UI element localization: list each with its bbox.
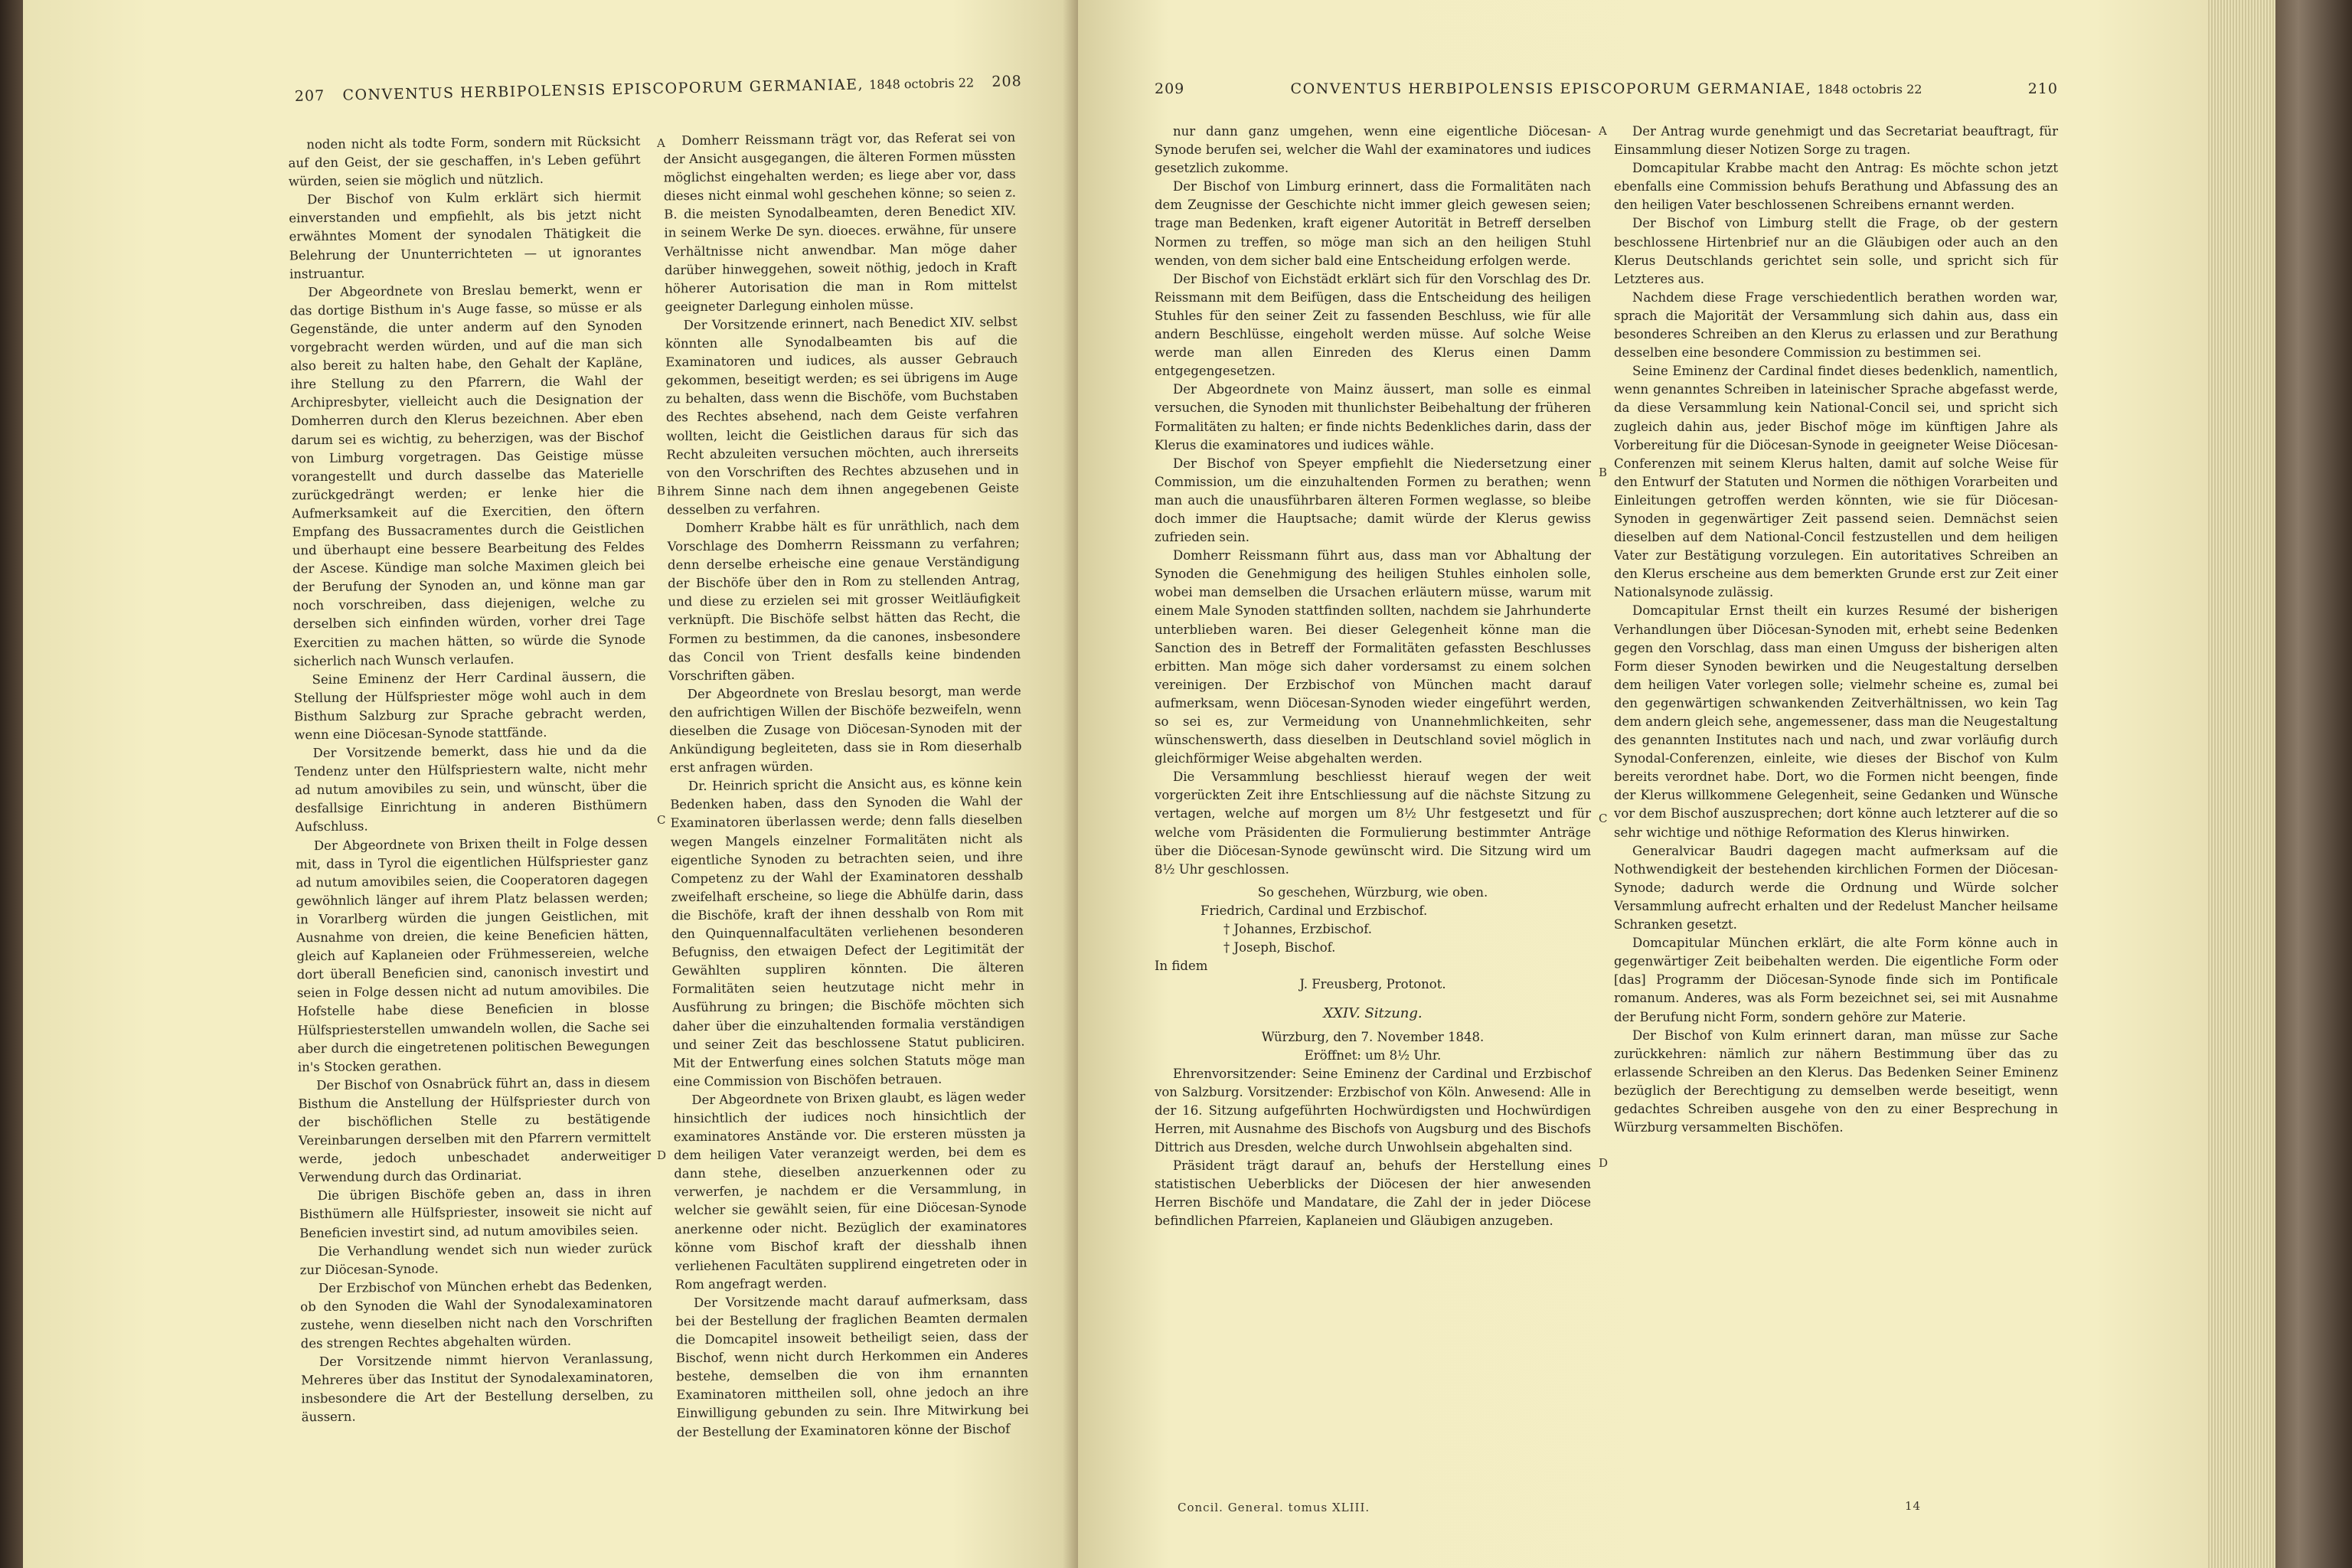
margin-marker-b: B xyxy=(1599,466,1608,479)
paragraph: Der Bischof von Limburg erinnert, dass die Formalitäten nach dem Zeugnisse der Geschichte nicht immer gleich gewesen seien; trage man Bedenken, kraft eigener Autorität in Betreff derselben Normen zu treffen, so möge man sich an den heiligen Stuhl wenden, von dem sicher bald eine Entscheidung erfolgen werde. xyxy=(1155,179,1591,268)
paragraph: Der Bischof von Limburg stellt die Frage, ob der gestern beschlossene Hirtenbrief nur an die Gläubigen oder auch an den Klerus Deutschlands gerichtet sein solle, und spricht sich für Letzteres aus. xyxy=(1614,216,2058,286)
paragraph: Der Bischof von Osnabrück führt an, dass in diesem Bisthum die Anstellung der Hülfspriester durch von der bischöflichen Stelle zu bestätigende Vereinbarungen derselben mit den Pfarrern vermittelt werde, jedoch unbeschadet anderweitiger Verwendung durch das Ordinariat. xyxy=(298,1074,652,1185)
margin-marker-c: C xyxy=(657,813,666,827)
signature-number: 14 xyxy=(1905,1499,1922,1513)
paragraph: Domherr Krabbe hält es für unräthlich, nach dem Vorschlage des Domherrn Reissmann zu verfahren; denn derselbe erheische eine genaue Verständigung der Bischöfe über den in Rom zu stellenden Antrag, und diese zu erzielen sei mit grosser Weitläufigkeit verknüpft. Die Bischöfe selbst hätten das Recht, die Formen zu bestimmen, da die canones, insbesondere das Concil von Trient desfalls keine bindenden Vorschriften gäben. xyxy=(667,517,1021,684)
volume-footer: Concil. General. tomus XLIII. xyxy=(1178,1501,1370,1514)
paragraph: Domcapitular Krabbe macht den Antrag: Es möchte schon jetzt ebenfalls eine Commission behufs Berathung und Abfassung des an den heiligen Vater beschlossenen Schreibens ernannt werden. xyxy=(1614,161,2058,213)
right-page-column-a xyxy=(1155,122,1591,1231)
paragraph: Der Bischof von Kulm erklärt sich hiermit einverstanden und empfiehlt, als bis jetzt nicht erwähntes Moment der synodalen Thätigkeit die Belehrung der Ununterrichteten — ut ignorantes instruantur. xyxy=(289,188,642,282)
section-place-date: Würzburg, den 7. November 1848. xyxy=(1261,1029,1485,1044)
paragraph: Der Abgeordnete von Breslau bemerkt, wenn er das dortige Bisthum in's Auge fasse, so müsse er als Gegenstände, die unter anderm auf den Synoden vorgebracht werden würden, und auf die man sich also bereit zu halten habe, den Gehalt der Kapläne, ihre Stellung zu den Pfarrern, die Wahl der Archipresbyter, vielleicht auch die Designation der Domherren durch den Klerus bezeichnen. Aber eben darum sei es wichtig, zu beherzigen, was der Bischof von Limburg vorgetragen. Das Geistige müsse vorangestellt und durch dasselbe das Materielle zurückgedrängt werden; er lenke hier die Aufmerksamkeit auf die Exercitien, den öftern Empfang des Bussacramentes durch die Geistlichen und überhaupt eine bessere Bearbeitung des Feldes der Ascese. Kündige man solche Maximen gleich bei der Berufung der Synoden an, und könne man gar noch vorschreiben, dass diejenigen, welche zu derselben sich einfinden würden, vorher drei Tage Exercitien zu machen hätten, so würde die Synode sicherlich nach Wunsch verlaufen. xyxy=(289,281,646,669)
signoff-line: So geschehen, Würzburg, wie oben. xyxy=(1257,884,1488,900)
right-page xyxy=(1078,0,2207,1568)
left-page-column-a xyxy=(288,132,654,1427)
paragraph: Der Abgeordnete von Breslau besorgt, man werde den aufrichtigen Willen der Bischöfe bezweifeln, wenn dieselben die Zusage von Diöcesan-Synoden mit der Ankündigung begleiteten, dass sie in Rom dieserhalb erst anfragen würden. xyxy=(668,683,1022,776)
running-date: 1848 octobris 22 xyxy=(868,75,975,93)
paragraph: Domcapitular Ernst theilt ein kurzes Resumé der bisherigen Verhandlungen über Diöcesan-Synoden mit, erhebt seine Bedenken gegen den Vorschlag, dass man einen Umguss der bisherigen alten Form dieser Synoden bewirken und die Neugestaltung derselben dem heiligen Vater vorlegen solle; vielmehr scheine es, zumal bei den gegenwärtigen schwankenden Zeitverhältnissen, wo kein Tag dem andern gleich sehe, angemessener, dass man die Neugestaltung des genannten Institutes nach und nach, und zwar vorläufig durch Synodal-Conferenzen, einleite, wie dieses der Bischof von Kulm bereits verordnet habe. Dort, wo die Formen nicht beengen, finde der Klerus willkommene Gelegenheit, seine Gedanken und Wünsche vor dem Bischof auszusprechen; dort könne auch letzterer auf die so sehr wichtige und nöthige Reformation des Klerus hinwirken. xyxy=(1614,603,2058,840)
left-page-header xyxy=(295,73,1023,119)
paragraph: Der Bischof von Speyer empfiehlt die Niedersetzung einer Commission, um die einzuhaltenden Formen zu berathen; wenn man auch die unausführbaren älteren Formen weglasse, so bleibe doch immer die Hauptsache; damit würde der Klerus gewiss zufrieden sein. xyxy=(1155,456,1591,545)
page-number-208: 208 xyxy=(991,73,1022,90)
right-page-header xyxy=(1155,80,2058,111)
paragraph: noden nicht als todte Form, sondern mit Rücksicht auf den Geist, der sie geschaffen, in's Leben geführt würden, seien sie möglich und nützlich. xyxy=(288,133,641,189)
margin-marker-a: A xyxy=(1599,124,1607,138)
paragraph: Der Abgeordnete von Brixen theilt in Folge dessen mit, dass in Tyrol die eigentlichen Hülfspriester ganz ad nutum amovibiles seien, die Cooperatoren dagegen gewöhnlich länger auf ihrem Platz belassen werden; in Vorarlberg würden die jungen Geistlichen, mit Ausnahme von dreien, die keine Beneficien hätten, gleich auf Kaplaneien oder Frühmessereien, welche dort überall Beneficien sind, canonisch investirt und seien in Folge dessen nicht ad nutum amovibiles. Die Hofstelle habe diese Beneficien in blosse Hülfspriesterstellen umwandeln wollen, die Sache sei aber durch die eingetretenen politischen Bewegungen in's Stocken gerathen. xyxy=(296,835,650,1075)
paragraph: Domherr Reissmann führt aus, dass man vor Abhaltung der Synoden die Genehmigung des heiligen Stuhles einholen solle, wobei man demselben die Ursachen erläutern müsse, warum mit einem Male Synoden stattfinden sollten, nachdem sie Jahrhunderte unterblieben waren. Bei dieser Gelegenheit könne man die Sanction des in Betreff der Formalitäten gefassten Beschlusses erbitten. Man möge sich daher vordersamst zu einem solchen vereinigen. Der Erzbischof von München macht darauf aufmerksam, wenn Diöcesan-Synoden wieder eingeführt werden, so sei es, zur Vermeidung von Unannehmlichkeiten, sehr wünschenswerth, dass dieselben in Deutschland soviel möglich in gleichförmiger Weise abgehalten werden. xyxy=(1155,548,1591,766)
paragraph: Der Bischof von Eichstädt erklärt sich für den Vorschlag des Dr. Reissmann mit dem Beifügen, dass die Entscheidung des heiligen Stuhles für den seiner Zeit zu fassenden Beschluss, wie für alle andern Beschlüsse, eingeholt werden müsse. Auf solche Weise werde man allen Einreden des Klerus einen Damm entgegengesetzen. xyxy=(1155,271,1591,379)
protonotary: J. Freusberg, Protonot. xyxy=(1299,977,1446,992)
left-page xyxy=(23,0,1078,1568)
paragraph: Seine Eminenz der Cardinal findet dieses bedenklich, namentlich, wenn genanntes Schreiben in lateinischer Sprache abgefasst werde, da diese Versammlung kein National-Concil sei, und spricht sich zugleich dahin aus, jeder Bischof möge im künftigen Jahre als Vorbereitung für die Diöcesan-Synode in geeigneter Weise Diöcesan-Conferenzen mit seinem Klerus halten, damit auf solche Weise für den Entwurf der Statuten und Normen die nöthigen Vorarbeiten und Einleitungen getroffen werden könnten, wie sie für Diöcesan-Synoden in gegenwärtiger Zeit passend seien. Demnächst seien dieselben auf dem National-Concil festzustellen und dem heiligen Vater zur Bestätigung vorzulegen. Ein autoritatives Schreiben an den Klerus erscheine aus dem bemerkten Grunde erst zur Zeit einer Nationalsynode zulässig. xyxy=(1614,364,2058,600)
paragraph: Der Antrag wurde genehmigt und das Secretariat beauftragt, für Einsammlung dieser Notizen Sorge zu tragen. xyxy=(1614,124,2058,158)
page-number-209: 209 xyxy=(1155,80,1185,97)
paragraph: Der Vorsitzende erinnert, nach Benedict XIV. selbst könnten alle Synodalbeamten bis auf die Examinatoren und iudices, als ausser Gebrauch gekommen, beseitigt werden; es sei übrigens im Auge zu behalten, dass wenn die Bischöfe, vom Buchstaben des Rechtes absehend, nach dem Geiste verfahren wollten, leicht die Geistlichen daraus für sich das Recht abzuleiten versuchen möchten, auch ihrerseits von den Vorschriften des Rechtes abzusehen und in ihrem Sinne nach dem ihnen angegebenen Geiste desselben zu verfahren. xyxy=(665,314,1020,518)
section-opened: Eröffnet: um 8½ Uhr. xyxy=(1304,1047,1442,1063)
paragraph: Der Abgeordnete von Mainz äussert, man solle es einmal versuchen, die Synoden mit thunlichster Beibehaltung der früheren Formalitäten zu halten; er finde nichts Bedenkliches darin, dass der Klerus die examinatores und iudices wähle. xyxy=(1155,382,1591,452)
paragraph: Der Vorsitzende macht darauf aufmerksam, dass bei der Bestellung der fraglichen Beamten dermalen die Domcapitel insoweit betheiligt seien, dass der Bischof, wenn nicht durch Herkommen ein Anderes bestehe, demselben die von ihm ernannten Examinatoren mittheilen soll, ohne jedoch an ihre Einwilligung gebunden zu sein. Ihre Mitwirkung bei der Bestellung der Examinatoren könne der Bischof xyxy=(675,1292,1029,1439)
paragraph: Der Bischof von Kulm erinnert daran, man müsse zur Sache zurückkehren: nämlich zur nähern Bestimmung über das zu erlassende Schreiben an den Klerus. Das Bedenken Seiner Eminenz bezüglich der Berechtigung zu demselben werde beseitigt, wenn gedachtes Schreiben ausgehe von den zu einer Besprechung in Würzburg versammelten Bischöfen. xyxy=(1614,1027,2058,1135)
paragraph: Nachdem diese Frage verschiedentlich berathen worden war, sprach die Majorität der Versammlung sich dahin aus, dass ein besonderes Schreiben an den Klerus zu erlassen und zur Berathung desselben eine besondere Commission zu bestimmen sei. xyxy=(1614,289,2058,361)
paragraph: Die Verhandlung wendet sich nun wieder zurück zur Diöcesan-Synode. xyxy=(299,1240,652,1278)
paragraph: Der Abgeordnete von Brixen glaubt, es lägen weder hinsichtlich der iudices noch hinsichtlich der examinatores Anstände vor. Die ersteren müssten ja dem heiligen Vater veranzeigt werden, bei dem es dann stehe, dieselben anzuerkennen oder zu verwerfen, je nachdem er die Versammlung, in welcher sie gewählt seien, für eine Diöcesan-Synode anerkenne oder nicht. Bezüglich der examinatores könne vom Bischof kraft der diesshalb ihnen verliehenen Facultäten supplirend eingetreten oder in Rom angefragt werden. xyxy=(673,1089,1027,1292)
paragraph: Der Vorsitzende nimmt hiervon Veranlassung, Mehreres über das Institut der Synodalexaminatoren, insbesondere die Art der Bestellung derselben, zu äussern. xyxy=(301,1351,654,1425)
paragraph: Domherr Reissmann trägt vor, das Referat sei von der Ansicht ausgegangen, die älteren Formen müssten möglichst eingehalten werden; es liege aber vor, dass dieses nicht einmal wohl geschehen könne; so seien z. B. die meisten Synodalbeamten, deren Benedict XIV. in seinem Werke De syn. dioeces. erwähne, für unsere Verhältnisse nicht anwendbar. Man möge daher darüber hinweggehen, soweit nöthig, jedoch in Kraft höherer Autorisation die man in Rom mittelst geeigneter Darlegung einholen müsse. xyxy=(663,129,1018,315)
page-number-207: 207 xyxy=(294,87,325,105)
paragraph: nur dann ganz umgehen, wenn eine eigentliche Diöcesan-Synode berufen sei, welcher die Wahl der examinatores und iudices gesetzlich zukomme. xyxy=(1155,124,1591,176)
paragraph: Dr. Heinrich spricht die Ansicht aus, es könne kein Bedenken haben, dass den Synoden die Wahl der Examinatoren überlassen werde; denn falls dieselben wegen Mangels einzelner Formalitäten nicht als eigentliche Synoden zu betrachten seien, und ihre Competenz zu der Wahl der Examinatoren desshalb zweifelhaft erscheine, so liege die Abhülfe darin, dass die Bischöfe, kraft der ihnen desshalb von Rom mit den Quinquennalfacultäten verliehenen besonderen Befugniss, den etwaigen Defect der Legitimität der Gewählten suppliren könnten. Die älteren Formalitäten seien heutzutage nicht mehr in Ausführung zu bringen; die Bischöfe möchten sich daher über die einzuhaltenden formalia verständigen und seiner Zeit das beschlossene Statut publiciren. Mit der Entwerfung eines solchen Statuts möge man eine Commission von Bischöfen betrauen. xyxy=(670,775,1025,1089)
signatory-cardinal: Friedrich, Cardinal und Erzbischof. xyxy=(1200,903,1428,918)
margin-marker-c: C xyxy=(1599,812,1608,825)
margin-marker-b: B xyxy=(657,484,666,498)
paragraph: Seine Eminenz der Herr Cardinal äussern, die Stellung der Hülfspriester möge wohl auch in dem Bisthum Salzburg zur Sprache gebracht werden, wenn eine Diöcesan-Synode stattfände. xyxy=(293,668,647,743)
paragraph: Die übrigen Bischöfe geben an, dass in ihren Bisthümern alle Hülfspriester, insoweit sie nicht auf Beneficien investirt sind, ad nutum amovibiles seien. xyxy=(299,1184,652,1240)
in-fidem: In fidem xyxy=(1155,959,1208,974)
margin-marker-a: A xyxy=(657,136,665,150)
paragraph: Präsident trägt darauf an, behufs der Herstellung eines statistischen Ueberblicks der Diöcesen der hier anwesenden Herren Bischöfe und Mandatare, die Zahl der in jeder Diöcese befindlichen Pfarreien, Kaplaneien und Gläubigen anzugeben. xyxy=(1155,1158,1591,1229)
paragraph: Die Versammlung beschliesst hierauf wegen der weit vorgerückten Zeit ihre Entschliessung auf die nächste Sitzung zu vertagen, welche auf morgen um 8½ Uhr festgesetzt und für welche vom Präsidenten die Formulierung bestimmter Anträge über die Diöcesan-Synode gewünscht wird. Die Sitzung wird um 8½ Uhr geschlossen. xyxy=(1155,769,1591,877)
background-left xyxy=(0,0,23,1568)
running-title: CONVENTUS HERBIPOLENSIS EPISCOPORUM GERMANIAE, xyxy=(342,76,864,104)
background-right xyxy=(2275,0,2352,1568)
running-date: 1848 octobris 22 xyxy=(1817,82,1922,96)
running-title: CONVENTUS HERBIPOLENSIS EPISCOPORUM GERMANIAE, xyxy=(1290,80,1812,97)
paragraph: Domcapitular München erklärt, die alte Form könne auch in gegenwärtiger Zeit beibehalten werden. Die eigentliche Form oder [das] Programm der Diöcesan-Synode finde sich im Pontificale romanum. Anderes, was als Form bezeichnet sei, sei mit Ausnahme der Berufung nicht Form, sondern gehöre zur Materie. xyxy=(1614,936,2058,1024)
book-page-edges xyxy=(2207,0,2275,1568)
signatory-archbishop: † Johannes, Erzbischof. xyxy=(1223,922,1372,937)
section-heading: XXIV. Sitzung. xyxy=(1323,1005,1423,1022)
paragraph: Generalvicar Baudri dagegen macht aufmerksam auf die Nothwendigkeit der bestehenden kirchlichen Formen der Diöcesan-Synode; dadurch werde die Ordnung und Würde solcher Versammlung aufrecht erhalten und der Redelust Mancher heilsame Schranken gesetzt. xyxy=(1614,843,2058,933)
margin-marker-d: D xyxy=(1599,1156,1609,1170)
right-page-column-b xyxy=(1614,122,2058,1137)
left-page-column-b xyxy=(663,129,1029,1442)
signatory-bishop: † Joseph, Bischof. xyxy=(1223,940,1336,956)
paragraph: Ehrenvorsitzender: Seine Eminenz der Cardinal und Erzbischof von Salzburg. Vorsitzender: Erzbischof von Köln. Anwesend: Alle in der 16. Sitzung aufgeführten Hochwürdigsten und Hochwürdigen Herren, mit Ausnahme des Bischofs von Augsburg und des Bischofs Dittrich aus Dresden, welche durch Unwohlsein abgehalten sind. xyxy=(1155,1066,1591,1155)
page-number-210: 210 xyxy=(2027,80,2058,97)
margin-marker-d: D xyxy=(657,1148,667,1162)
paragraph: Der Erzbischof von München erhebt das Bedenken, ob den Synoden die Wahl der Synodalexaminatoren zustehe, wenn dieselben nicht nach den Vorschriften des strengen Rechtes abgehalten würden. xyxy=(300,1277,653,1351)
paragraph: Der Vorsitzende bemerkt, dass hie und da die Tendenz unter den Hülfspriestern walte, nicht mehr ad nutum amovibiles zu sein, und wünscht, über die desfallsige Einrichtung in anderen Bisthümern Aufschluss. xyxy=(294,742,648,835)
